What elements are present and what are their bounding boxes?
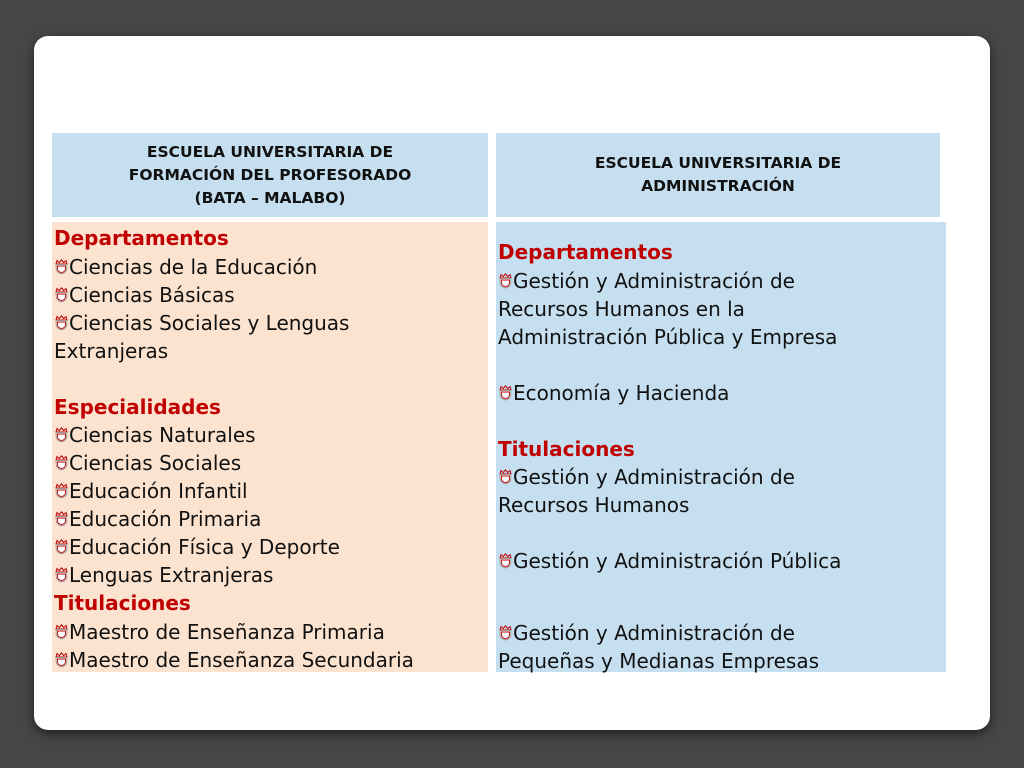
list-item: [54, 505, 488, 533]
spacer: [498, 519, 946, 547]
list-item-label: Gestión y Administración de: [513, 465, 795, 489]
crowned-shield-bullet-icon: [54, 483, 69, 499]
list-item: [54, 309, 488, 337]
spacer: [54, 365, 488, 393]
list-item-label: Ciencias de la Educación: [69, 254, 318, 279]
list-item-label: Maestro de Enseñanza Secundaria: [69, 647, 414, 672]
list-item: [498, 267, 946, 295]
crowned-shield-bullet-icon: [54, 511, 69, 527]
list-item: [54, 421, 488, 449]
crowned-shield-bullet-icon: [498, 625, 513, 641]
crowned-shield-bullet-icon: [54, 652, 69, 668]
list-item-label: Educación Física y Deporte: [69, 535, 340, 559]
crowned-shield-bullet-icon: [54, 624, 69, 640]
list-item-continuation: Pequeñas y Medianas Empresas: [498, 649, 820, 673]
list-item-continuation: Extranjeras: [54, 338, 169, 363]
header-right-school: [496, 133, 940, 217]
spacer: [498, 351, 946, 379]
left-especialidades-heading: Especialidades: [54, 394, 221, 419]
list-item-label: Educación Primaria: [69, 507, 262, 531]
list-item-label: Ciencias Sociales y Lenguas: [69, 310, 350, 335]
list-item: [498, 547, 946, 575]
list-item-label: Ciencias Sociales: [69, 451, 242, 475]
spacer: [498, 222, 946, 238]
left-content-cell: [52, 222, 488, 672]
list-item: [54, 449, 488, 477]
list-item: [54, 561, 488, 589]
crowned-shield-bullet-icon: [498, 469, 513, 485]
crowned-shield-bullet-icon: [498, 273, 513, 289]
list-item-label: Gestión y Administración Pública: [513, 549, 842, 573]
header-left-line-3: (BATA – MALABO): [194, 188, 346, 207]
crowned-shield-bullet-icon: [54, 567, 69, 583]
list-item: [54, 253, 488, 281]
list-item: [498, 463, 946, 491]
list-item: [54, 618, 488, 646]
crowned-shield-bullet-icon: [498, 553, 513, 569]
list-item: [498, 619, 946, 647]
list-item-label: Ciencias Naturales: [69, 423, 256, 447]
header-right-line-1: ESCUELA UNIVERSITARIA DE: [594, 154, 842, 172]
list-item-label: Gestión y Administración de: [513, 621, 795, 645]
header-right-line-2: ADMINISTRACIÓN: [641, 177, 795, 195]
list-item: [54, 646, 488, 674]
right-content-cell: [496, 222, 946, 672]
crowned-shield-bullet-icon: [54, 259, 69, 275]
list-item: [498, 379, 946, 407]
spacer: [498, 575, 946, 619]
crowned-shield-bullet-icon: [54, 539, 69, 555]
header-left-school: [52, 133, 488, 217]
crowned-shield-bullet-icon: [54, 287, 69, 303]
right-titulaciones-heading: Titulaciones: [498, 436, 635, 461]
header-right-text: [595, 152, 841, 198]
slide: [34, 36, 990, 730]
crowned-shield-bullet-icon: [498, 385, 513, 401]
header-left-line-1: ESCUELA UNIVERSITARIA DE: [146, 142, 394, 161]
header-left-line-2: FORMACIÓN DEL PROFESORADO: [128, 165, 412, 184]
list-item-continuation: Recursos Humanos en la: [498, 296, 745, 321]
crowned-shield-bullet-icon: [54, 315, 69, 331]
list-item-continuation: Administración Pública y Empresa: [498, 324, 838, 349]
right-departamentos-heading: Departamentos: [498, 240, 673, 264]
crowned-shield-bullet-icon: [54, 427, 69, 443]
list-item: [54, 281, 488, 309]
list-item-label: Maestro de Enseñanza Primaria: [69, 619, 385, 644]
list-item-label: Gestión y Administración de: [513, 268, 795, 293]
spacer: [498, 407, 946, 435]
list-item: [54, 477, 488, 505]
list-item-label: Economía y Hacienda: [513, 380, 730, 405]
list-item-label: Educación Infantil: [69, 479, 248, 503]
list-item-label: Ciencias Básicas: [69, 282, 235, 307]
list-item-continuation: Recursos Humanos: [498, 493, 690, 517]
left-departamentos-heading: Departamentos: [54, 226, 229, 250]
list-item: [54, 533, 488, 561]
crowned-shield-bullet-icon: [54, 455, 69, 471]
header-left-text: [129, 141, 412, 210]
list-item-label: Lenguas Extranjeras: [69, 563, 274, 587]
left-titulaciones-heading: Titulaciones: [54, 591, 191, 615]
